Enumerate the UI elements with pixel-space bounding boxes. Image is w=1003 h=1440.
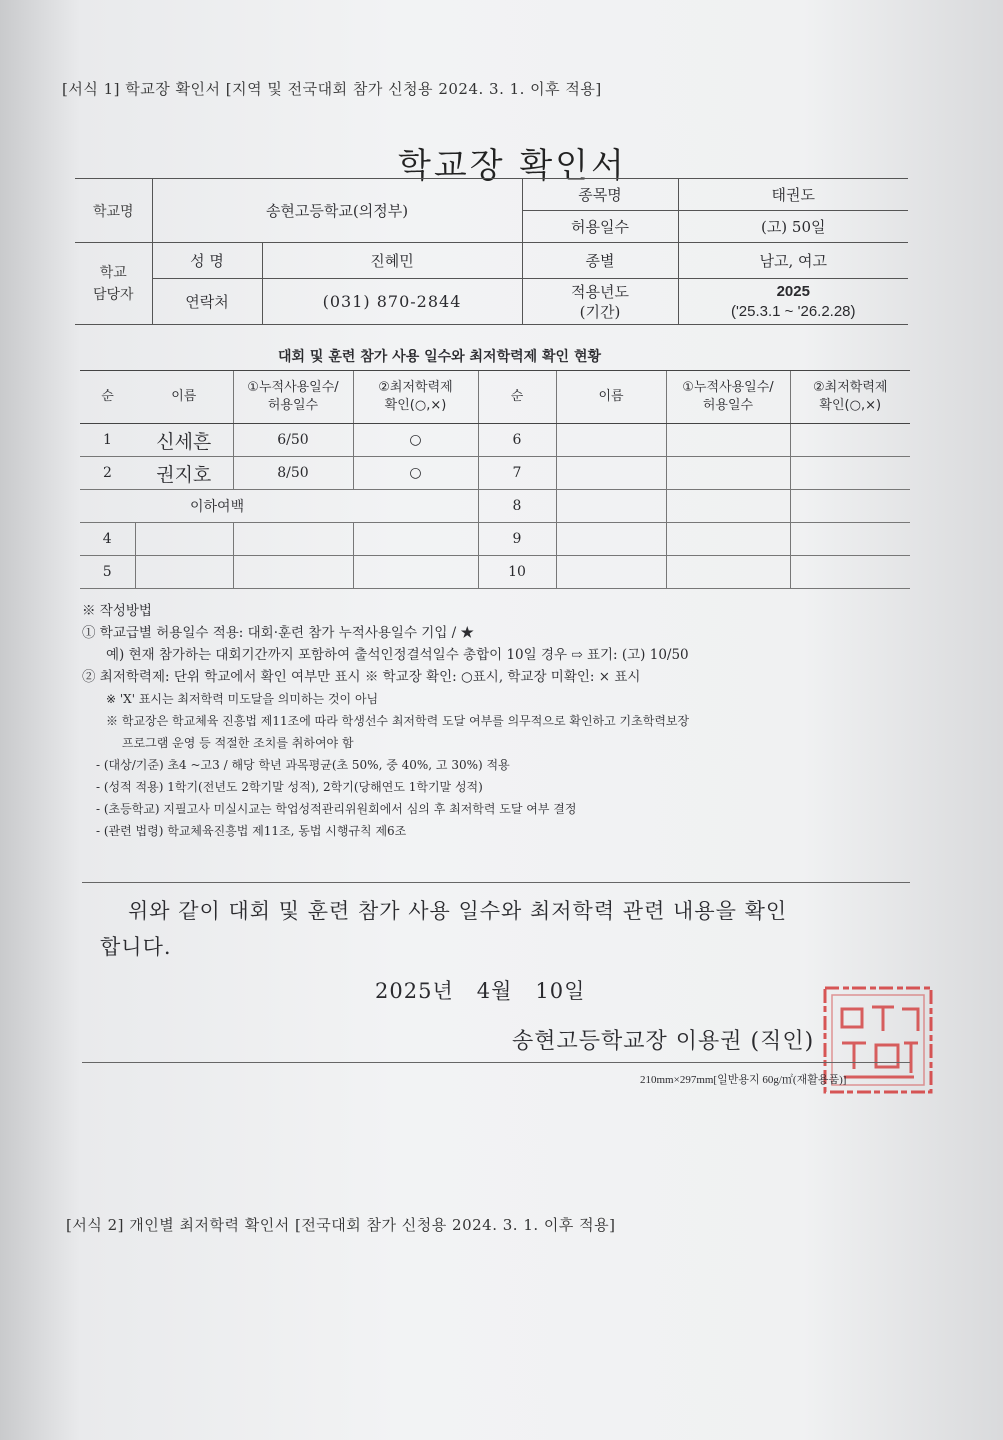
divider	[82, 1062, 910, 1063]
contact-value: (031) 870-2844	[262, 279, 522, 325]
table-row	[80, 424, 910, 457]
row-no: 4	[80, 523, 135, 556]
check-mark: ○	[353, 424, 478, 457]
table-row	[80, 523, 910, 556]
row-no: 5	[80, 556, 135, 589]
student-name: 권지호	[135, 457, 233, 490]
col-check: ②최저학력제 확인(○,×)	[353, 371, 478, 424]
teacher-label: 학교 담당자	[75, 243, 152, 325]
note-1-example: 예) 현재 참가하는 대회기간까지 포함하여 출석인정결석일수 총합이 10일 경우 ⇨ 표기: (고) 10/50	[106, 647, 689, 663]
row-no: 9	[478, 523, 556, 556]
row-no: 8	[478, 490, 556, 523]
note-2: ② 최저학력제: 단위 학교에서 확인 여부만 표시 ※ 학교장 확인: ○표시, 학교장 미확인: × 표시	[82, 669, 641, 685]
signer: 송현고등학교장 이용권 (직인)	[512, 1029, 815, 1054]
name-value: 진혜민	[262, 243, 522, 279]
confirmation-text: 위와 같이 대회 및 훈련 참가 사용 일수와 최저학력 관련 내용을 확인 합니다.	[100, 899, 788, 959]
row-no: 10	[478, 556, 556, 589]
table-row	[80, 556, 910, 589]
next-form-number: [서식 2] 개인별 최저학력 확인서 [전국대회 참가 신청용 2024. 3. 1. 이후 적용]	[66, 1216, 616, 1234]
col-check-right: ②최저학력제 확인(○,×)	[790, 371, 910, 424]
form-number: [서식 1] 학교장 확인서 [지역 및 전국대회 참가 신청용 2024. 3. 1. 이후 적용]	[62, 80, 602, 98]
event-value: 태권도	[678, 179, 908, 211]
row-no: 7	[478, 457, 556, 490]
detail-4: - (관련 법령) 학교체육진흥법 제11조, 동법 시행규칙 제6조	[96, 824, 407, 838]
note-1: ① 학교급별 허용일수 적용: 대회·훈련 참가 누적사용일수 기입 / ★	[82, 625, 474, 641]
year-value: 2025 ('25.3.1 ~ '26.2.28)	[678, 279, 908, 325]
category-label: 종별	[522, 243, 678, 279]
note-2-a: ※ 'X' 표시는 최저학력 미도달을 의미하는 것이 아님	[106, 692, 379, 706]
year-label: 적용년도 (기간)	[522, 279, 678, 325]
contact-label: 연락처	[152, 279, 262, 325]
paper-spec: 210mm×297mm[일반용지 60g/㎡(재활용품)]	[640, 1074, 847, 1086]
notes-heading: ※ 작성방법	[82, 603, 152, 619]
row-no: 1	[80, 424, 135, 457]
category-value: 남고, 여고	[678, 243, 908, 279]
detail-2: - (성적 적용) 1학기(전년도 2학기말 성적), 2학기(당해연도 1학기말 성적)	[96, 780, 483, 794]
detail-3: - (초등학교) 지필고사 미실시교는 학업성적관리위원회에서 심의 후 최저학력 도달 여부 결정	[96, 802, 577, 816]
col-no-right: 순	[478, 371, 556, 424]
col-name-right: 이름	[556, 371, 666, 424]
participation-table	[80, 370, 910, 589]
event-label: 종목명	[522, 179, 678, 211]
days-used: 6/50	[233, 424, 353, 457]
school-value: 송현고등학교(의정부)	[152, 179, 522, 243]
allowed-days-value: (고) 50일	[678, 211, 908, 243]
col-days: ①누적사용일수/ 허용일수	[233, 371, 353, 424]
issue-date: 2025년 4월 10일	[375, 979, 586, 1003]
name-label: 성 명	[152, 243, 262, 279]
school-label: 학교명	[75, 179, 152, 243]
days-used: 8/50	[233, 457, 353, 490]
divider	[82, 882, 910, 883]
col-name: 이름	[135, 371, 233, 424]
note-2-b-cont: 프로그램 운영 등 적절한 조치를 취하여야 함	[122, 736, 354, 750]
instructions	[82, 600, 922, 842]
blank-note: 이하여백	[80, 490, 478, 523]
col-no: 순	[80, 371, 135, 424]
note-2-b: ※ 학교장은 학교체육 진흥법 제11조에 따라 학생선수 최저학력 도달 여부를 의무적으로 확인하고 기초학력보장	[106, 714, 690, 728]
table-row	[80, 457, 910, 490]
table-subtitle: 대회 및 훈련 참가 사용 일수와 최저학력제 확인 현황	[278, 349, 601, 365]
document-title: 학교장 확인서	[398, 146, 627, 186]
table-header	[80, 371, 910, 424]
col-days-right: ①누적사용일수/ 허용일수	[666, 371, 790, 424]
row-no: 2	[80, 457, 135, 490]
detail-1: - (대상/기준) 초4 ~고3 / 해당 학년 과목평균(초 50%, 중 40%, 고 30%) 적용	[96, 758, 510, 772]
row-no: 6	[478, 424, 556, 457]
allowed-days-label: 허용일수	[522, 211, 678, 243]
table-row	[80, 490, 910, 523]
info-table	[75, 178, 908, 325]
student-name: 신세흔	[135, 424, 233, 457]
check-mark: ○	[353, 457, 478, 490]
